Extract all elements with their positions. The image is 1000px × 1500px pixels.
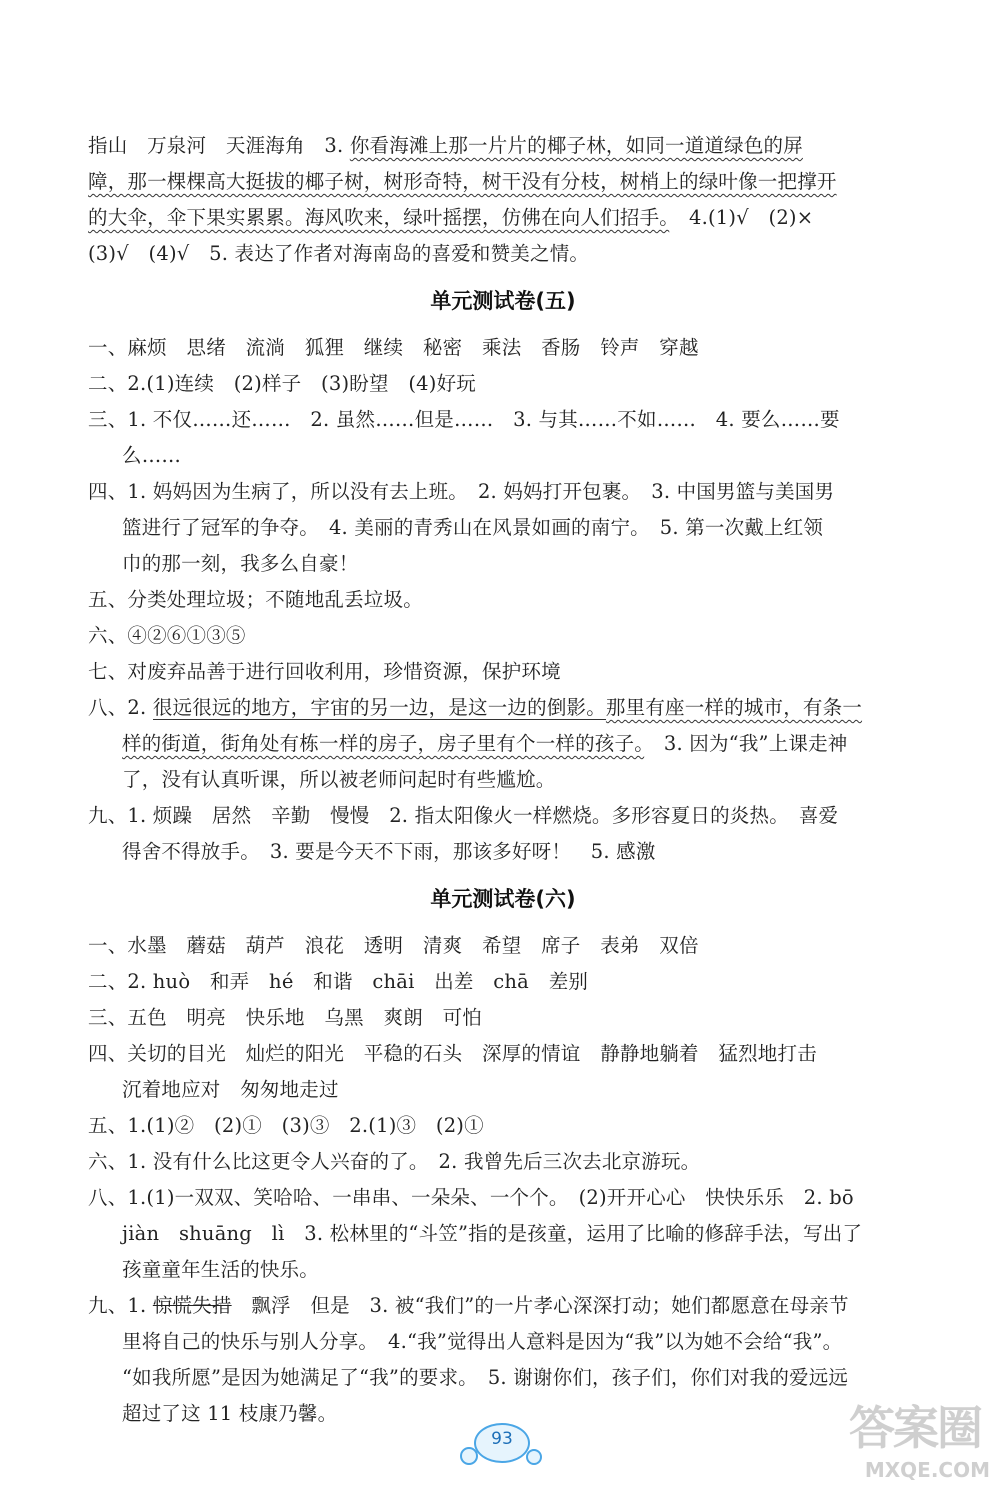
answer-text: 八、2. [88, 696, 153, 719]
answer-line [88, 798, 918, 834]
answer-text: (3)√ (4)√ 5. 表达了作者对海南岛的喜爱和赞美之情。 [88, 242, 590, 265]
underlined-text: 那里有座一样的城市，有条一 [605, 696, 863, 719]
answer-line [88, 1072, 918, 1108]
answer-text: 一、水墨 蘑菇 葫芦 浪花 透明 清爽 希望 席子 表弟 双倍 [88, 934, 699, 957]
answer-line [88, 510, 918, 546]
answer-line [88, 690, 918, 726]
answer-text: 二、2. huò 和弄 hé 和谐 chāi 出差 chā 差别 [88, 970, 589, 993]
answer-line [88, 1288, 918, 1324]
underlined-text: 样的街道，街角处有栋一样的房子，房子里有个一样的孩子。 [122, 732, 645, 755]
continued-answers [88, 128, 918, 272]
answer-text: 九、1. [88, 1294, 153, 1317]
answer-line [88, 726, 918, 762]
answer-text: 了，没有认真听课，所以被老师问起时有些尴尬。 [122, 768, 556, 791]
answer-text: 孩童童年生活的快乐。 [122, 1258, 320, 1281]
answer-line [88, 1000, 918, 1036]
answer-text: 三、1. 不仅……还…… 2. 虽然……但是…… 3. 与其……不如…… 4. 要么……要 [88, 408, 840, 431]
answer-text: 里将自己的快乐与别人分享。 4.“我”觉得出人意料是因为“我”以为她不会给“我”。 [122, 1330, 843, 1353]
answer-line [88, 330, 918, 366]
answer-line [88, 438, 918, 474]
answer-line [88, 834, 918, 870]
answer-text: 二、2.(1)连续 (2)样子 (3)盼望 (4)好玩 [88, 372, 476, 395]
section-title-5: 单元测试卷(五) [430, 289, 576, 313]
answer-line [88, 654, 918, 690]
answer-text: 五、分类处理垃圾；不随地乱丢垃圾。 [88, 588, 423, 611]
answer-line [88, 1108, 918, 1144]
page-content [88, 128, 918, 1432]
answer-text: 巾的那一刻，我多么自豪！ [122, 552, 359, 575]
underlined-text: 你看海滩上那一片片的椰子林，如同一道道绿色的屏 [349, 134, 803, 157]
answer-text: 一、麻烦 思绪 流淌 狐狸 继续 秘密 乘法 香肠 铃声 穿越 [88, 336, 699, 359]
answer-line [88, 1036, 918, 1072]
section-title-6: 单元测试卷(六) [430, 887, 576, 911]
answer-line [88, 164, 918, 200]
answer-line [88, 546, 918, 582]
answer-line [88, 200, 918, 236]
answer-line [88, 366, 918, 402]
underlined-text: 的大伞，伞下果实累累。海风吹来，绿叶摇摆，仿佛在向人们招手。 [88, 206, 670, 229]
answer-line [88, 128, 918, 164]
answer-line [88, 1180, 918, 1216]
answer-text: 九、1. 烦躁 居然 辛勤 慢慢 2. 指太阳像火一样燃烧。多形容夏日的炎热。 喜爱 [88, 804, 839, 827]
answer-text: 飘浮 但是 3. 被“我们”的一片孝心深深打动；她们都愿意在母亲节 [231, 1294, 849, 1317]
answer-text: 沉着地应对 匆匆地走过 [122, 1078, 339, 1101]
answer-line [88, 1252, 918, 1288]
answer-text: 超过了这 11 枝康乃馨。 [122, 1402, 338, 1425]
answer-line [88, 1216, 918, 1252]
underlined-text: 障，那一棵棵高大挺拔的椰子树，树形奇特，树干没有分枝，树梢上的绿叶像一把撑开 [88, 170, 837, 193]
section-6-answers [88, 928, 918, 1432]
answer-line [88, 618, 918, 654]
section-5-answers [88, 330, 918, 870]
underlined-text: 很远很远的地方，宇宙的另一边，是这一边的倒影。 [152, 696, 606, 719]
answer-text: 篮进行了冠军的争夺。 4. 美丽的青秀山在风景如画的南宁。 5. 第一次戴上红领 [122, 516, 824, 539]
answer-line [88, 928, 918, 964]
answer-line [88, 474, 918, 510]
answer-line [88, 762, 918, 798]
answer-text: 七、对废弃品善于进行回收利用，珍惜资源，保护环境 [88, 660, 561, 683]
struck-text: 惊慌失措 [152, 1294, 232, 1317]
answer-text: 么…… [122, 444, 182, 467]
answer-text: 四、1. 妈妈因为生病了，所以没有去上班。 2. 妈妈打开包裹。 3. 中国男篮与美国男 [88, 480, 835, 503]
answer-line [88, 236, 918, 272]
answer-line [88, 1360, 918, 1396]
answer-text: 八、1.(1)一双双、笑哈哈、一串串、一朵朵、一个个。 (2)开开心心 快快乐乐 2. bō [88, 1186, 854, 1209]
answer-line [88, 1324, 918, 1360]
answer-text: jiàn shuāng lì 3. 松林里的“斗笠”指的是孩童，运用了比喻的修辞手法，写出了 [122, 1222, 863, 1245]
answer-text: 指山 万泉河 天涯海角 3. [88, 134, 350, 157]
answer-text: 四、关切的目光 灿烂的阳光 平稳的石头 深厚的情谊 静静地躺着 猛烈地打击 [88, 1042, 817, 1065]
answer-text: 3. 因为“我”上课走神 [644, 732, 848, 755]
answer-text: 三、五色 明亮 快乐地 乌黑 爽朗 可怕 [88, 1006, 483, 1029]
page-number: 93 [491, 1429, 513, 1449]
watermark-text: 答案圈 [849, 1401, 981, 1455]
answer-line [88, 964, 918, 1000]
answer-text: 五、1.(1)② (2)① (3)③ 2.(1)③ (2)① [88, 1114, 484, 1137]
answer-line [88, 582, 918, 618]
answer-line [88, 402, 918, 438]
watermark-url: MXQE.COM [864, 1458, 990, 1482]
answer-text: 六、④②⑥①③⑤ [88, 624, 246, 647]
answer-text: 六、1. 没有什么比这更令人兴奋的了。 2. 我曾先后三次去北京游玩。 [88, 1150, 701, 1173]
answer-text: 得舍不得放手。 3. 要是今天不下雨，那该多好呀！ 5. 感激 [122, 840, 656, 863]
answer-line [88, 1144, 918, 1180]
answer-text: 4.(1)√ (2)× [669, 206, 814, 229]
answer-text: “如我所愿”是因为她满足了“我”的要求。 5. 谢谢你们，孩子们，你们对我的爱远远 [122, 1366, 849, 1389]
watermark-logo [840, 1398, 990, 1494]
page-number-badge [458, 1419, 544, 1471]
